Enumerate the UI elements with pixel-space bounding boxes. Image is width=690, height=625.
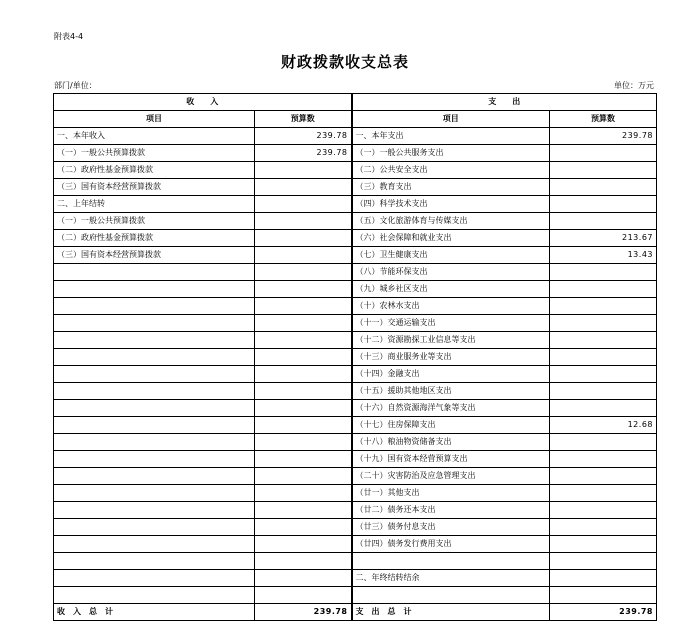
- table-row: [54, 366, 657, 383]
- income-value-cell: [255, 587, 352, 604]
- expense-item-cell: （十四）金融支出: [352, 366, 550, 383]
- income-value-cell: [255, 264, 352, 281]
- expense-item-cell: （九）城乡社区支出: [352, 281, 550, 298]
- income-value-cell: [255, 213, 352, 230]
- income-item-cell: [54, 536, 255, 553]
- expense-item-cell: （二十）灾害防治及应急管理支出: [352, 468, 550, 485]
- expense-value-cell: 13.43: [550, 247, 657, 264]
- income-item-cell: [54, 570, 255, 587]
- table-row: [54, 179, 657, 196]
- income-item-cell: [54, 298, 255, 315]
- table-row: [54, 332, 657, 349]
- income-item-cell: [54, 434, 255, 451]
- budget-table: [53, 93, 657, 621]
- table-row: [54, 315, 657, 332]
- expense-value-cell: 12.68: [550, 417, 657, 434]
- income-value-cell: [255, 349, 352, 366]
- expense-item-cell: （十一）交通运输支出: [352, 315, 550, 332]
- expense-total-value: 239.78: [550, 604, 657, 621]
- page-title: 财政拨款收支总表: [280, 53, 409, 71]
- expense-item-cell: 二、年终结转结余: [352, 570, 550, 587]
- table-row: [54, 281, 657, 298]
- table-row: [54, 485, 657, 502]
- table-row: [54, 451, 657, 468]
- table-row: [54, 230, 657, 247]
- table-row: [54, 519, 657, 536]
- income-value-cell: [255, 366, 352, 383]
- income-item-cell: [54, 315, 255, 332]
- income-value-cell: [255, 332, 352, 349]
- expense-item-cell: （十五）援助其他地区支出: [352, 383, 550, 400]
- expense-value-cell: [550, 332, 657, 349]
- expense-budget-header: 预算数: [550, 111, 657, 128]
- income-item-cell: [54, 553, 255, 570]
- income-item-cell: [54, 485, 255, 502]
- column-header-row: [54, 111, 657, 128]
- table-row: [54, 434, 657, 451]
- expense-item-cell: （一）一般公共服务支出: [352, 145, 550, 162]
- table-row: [54, 298, 657, 315]
- income-value-cell: [255, 434, 352, 451]
- income-item-cell: [54, 502, 255, 519]
- expense-item-cell: （六）社会保障和就业支出: [352, 230, 550, 247]
- expense-item-cell: [352, 587, 550, 604]
- income-value-cell: [255, 281, 352, 298]
- expense-value-cell: 213.67: [550, 230, 657, 247]
- expense-item-cell: （十八）粮油物资储备支出: [352, 434, 550, 451]
- income-value-cell: [255, 536, 352, 553]
- table-row: [54, 553, 657, 570]
- table-row: [54, 417, 657, 434]
- table-row: [54, 587, 657, 604]
- income-value-cell: [255, 553, 352, 570]
- income-item-cell: [54, 264, 255, 281]
- expense-item-cell: （四）科学技术支出: [352, 196, 550, 213]
- income-value-cell: [255, 298, 352, 315]
- unit-label: 单位：万元: [614, 81, 654, 90]
- table-row: [54, 468, 657, 485]
- expense-item-cell: （十三）商业服务业等支出: [352, 349, 550, 366]
- income-value-cell: [255, 519, 352, 536]
- expense-value-cell: 239.78: [550, 128, 657, 145]
- income-total-label: 收 入 总 计: [54, 604, 255, 621]
- table-row: [54, 145, 657, 162]
- income-value-cell: 239.78: [255, 145, 352, 162]
- income-value-cell: [255, 196, 352, 213]
- income-value-cell: 239.78: [255, 128, 352, 145]
- income-value-cell: [255, 485, 352, 502]
- expense-value-cell: [550, 145, 657, 162]
- sheet-label: 附表4-4: [54, 32, 84, 41]
- income-item-header: 项目: [54, 111, 255, 128]
- income-budget-header: 预算数: [255, 111, 352, 128]
- income-item-cell: （二）政府性基金预算拨款: [54, 162, 255, 179]
- expense-value-cell: [550, 162, 657, 179]
- income-value-cell: [255, 179, 352, 196]
- totals-row: [54, 604, 657, 621]
- income-value-cell: [255, 417, 352, 434]
- expense-value-cell: [550, 213, 657, 230]
- department-label: 部门/单位：: [54, 81, 97, 90]
- table-row: [54, 349, 657, 366]
- income-value-cell: [255, 247, 352, 264]
- expense-item-cell: （十九）国有资本经营预算支出: [352, 451, 550, 468]
- section-header-row: [54, 94, 657, 111]
- expense-value-cell: [550, 485, 657, 502]
- income-item-cell: [54, 281, 255, 298]
- table-row: [54, 213, 657, 230]
- expense-item-cell: （五）文化旅游体育与传媒支出: [352, 213, 550, 230]
- expense-item-cell: （廿一）其他支出: [352, 485, 550, 502]
- expense-value-cell: [550, 451, 657, 468]
- income-item-cell: [54, 587, 255, 604]
- expense-value-cell: [550, 553, 657, 570]
- expense-item-cell: （十）农林水支出: [352, 298, 550, 315]
- expense-item-cell: （二）公共安全支出: [352, 162, 550, 179]
- income-item-cell: 二、上年结转: [54, 196, 255, 213]
- expense-value-cell: [550, 315, 657, 332]
- expense-value-cell: [550, 179, 657, 196]
- expense-value-cell: [550, 400, 657, 417]
- expense-value-cell: [550, 196, 657, 213]
- income-value-cell: [255, 502, 352, 519]
- table-row: [54, 536, 657, 553]
- income-value-cell: [255, 570, 352, 587]
- table-row: [54, 196, 657, 213]
- expense-value-cell: [550, 281, 657, 298]
- expense-value-cell: [550, 502, 657, 519]
- income-value-cell: [255, 230, 352, 247]
- income-value-cell: [255, 451, 352, 468]
- income-item-cell: [54, 468, 255, 485]
- expense-item-cell: （三）教育支出: [352, 179, 550, 196]
- income-item-cell: （一）一般公共预算拨款: [54, 145, 255, 162]
- table-row: [54, 383, 657, 400]
- income-value-cell: [255, 162, 352, 179]
- expense-item-cell: （廿四）债务发行费用支出: [352, 536, 550, 553]
- expense-item-cell: （廿二）债务还本支出: [352, 502, 550, 519]
- table-row: [54, 570, 657, 587]
- expense-value-cell: [550, 298, 657, 315]
- expense-header: 支 出: [352, 94, 657, 111]
- expense-item-cell: （八）节能环保支出: [352, 264, 550, 281]
- expense-item-header: 项目: [352, 111, 550, 128]
- expense-value-cell: [550, 383, 657, 400]
- expense-value-cell: [550, 366, 657, 383]
- income-item-cell: [54, 519, 255, 536]
- table-row: [54, 128, 657, 145]
- table-row: [54, 264, 657, 281]
- expense-value-cell: [550, 519, 657, 536]
- income-value-cell: [255, 315, 352, 332]
- income-item-cell: [54, 332, 255, 349]
- income-item-cell: （一）一般公共预算拨款: [54, 213, 255, 230]
- income-item-cell: [54, 417, 255, 434]
- income-item-cell: （二）政府性基金预算拨款: [54, 230, 255, 247]
- expense-item-cell: （廿三）债务付息支出: [352, 519, 550, 536]
- income-item-cell: [54, 366, 255, 383]
- expense-value-cell: [550, 349, 657, 366]
- expense-value-cell: [550, 468, 657, 485]
- income-header: 收 入: [54, 94, 352, 111]
- expense-item-cell: （十二）资源勘探工业信息等支出: [352, 332, 550, 349]
- income-item-cell: [54, 383, 255, 400]
- expense-item-cell: [352, 553, 550, 570]
- table-row: [54, 400, 657, 417]
- expense-item-cell: 一、本年支出: [352, 128, 550, 145]
- expense-value-cell: [550, 264, 657, 281]
- income-value-cell: [255, 383, 352, 400]
- income-item-cell: 一、本年收入: [54, 128, 255, 145]
- expense-total-label: 支 出 总 计: [352, 604, 550, 621]
- table-row: [54, 162, 657, 179]
- income-value-cell: [255, 468, 352, 485]
- expense-value-cell: [550, 570, 657, 587]
- expense-value-cell: [550, 434, 657, 451]
- income-item-cell: [54, 349, 255, 366]
- income-item-cell: [54, 400, 255, 417]
- expense-item-cell: （七）卫生健康支出: [352, 247, 550, 264]
- table-row: [54, 502, 657, 519]
- income-item-cell: （三）国有资本经营预算拨款: [54, 179, 255, 196]
- expense-item-cell: （十七）住房保障支出: [352, 417, 550, 434]
- income-item-cell: [54, 451, 255, 468]
- expense-item-cell: （十六）自然资源海洋气象等支出: [352, 400, 550, 417]
- income-value-cell: [255, 400, 352, 417]
- income-total-value: 239.78: [255, 604, 352, 621]
- table-row: [54, 247, 657, 264]
- expense-value-cell: [550, 536, 657, 553]
- income-item-cell: （三）国有资本经营预算拨款: [54, 247, 255, 264]
- expense-value-cell: [550, 587, 657, 604]
